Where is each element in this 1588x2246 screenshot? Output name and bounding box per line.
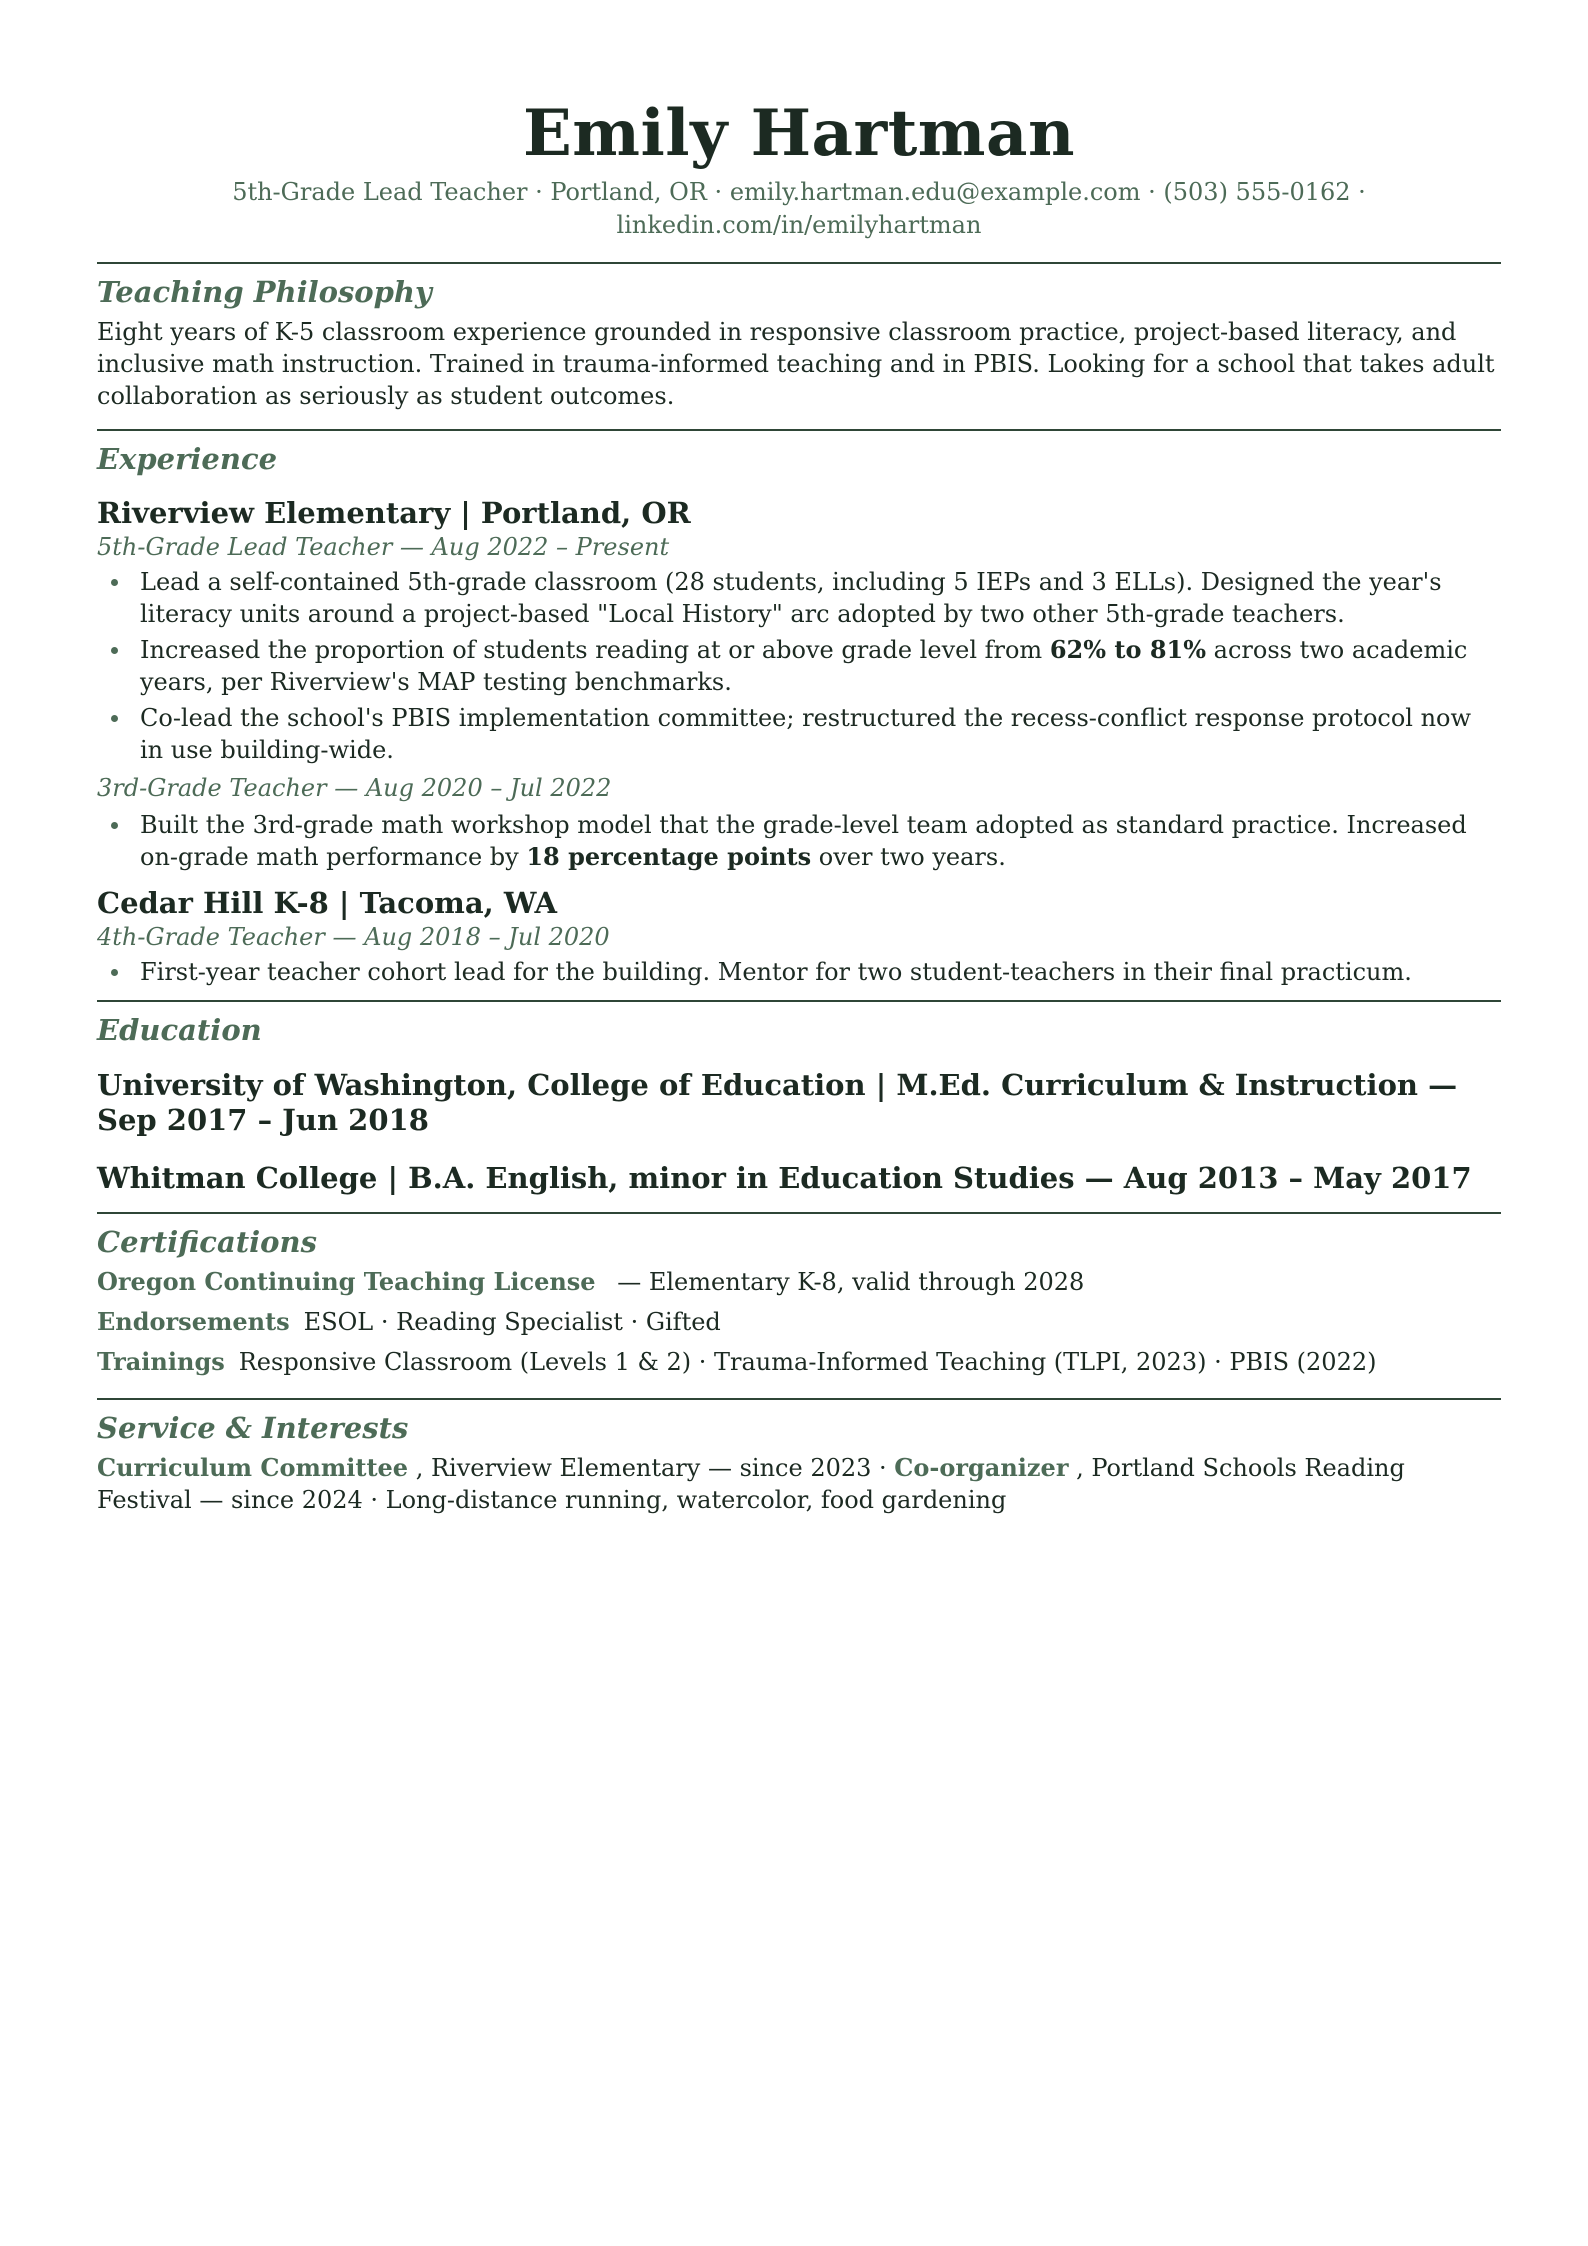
education-entry: Whitman College | B.A. English, minor in Education Studies — Aug 2013 – May 2017: [97, 1161, 1472, 1195]
divider: [97, 262, 1501, 264]
philosophy-section: [97, 274, 1501, 412]
candidate-name: Emily Hartman: [522, 96, 1076, 171]
education-entry: University of Washington, College of Education | M.Ed. Curriculum & Instruction — Sep 2017 – Jun 2018: [97, 1068, 1458, 1137]
cert-license: [97, 1262, 1501, 1302]
section-title-philosophy: Teaching Philosophy: [97, 275, 432, 309]
list-item: Built the 3rd-grade math workshop model that the grade-level team adopted as standard practice. Increased on-grade math performance by 18 percentage points over two years.: [97, 809, 1501, 873]
resume-page: [97, 0, 1501, 1516]
role-5th-grade: 5th-Grade Lead Teacher — Aug 2022 – Present: [97, 533, 670, 561]
role-4th-grade: 4th-Grade Teacher — Aug 2018 – Jul 2020: [97, 923, 610, 951]
cert-trainings: [97, 1342, 1501, 1382]
section-title-experience: Experience: [97, 442, 278, 476]
cert-label: Oregon Continuing Teaching License: [97, 1267, 596, 1296]
experience-section: [97, 441, 1501, 988]
contact-line-1: 5th-Grade Lead Teacher · Portland, OR · emily.hartman.edu@example.com · (503) 555-0162 ·: [232, 178, 1366, 206]
list-item: Co-lead the school's PBIS implementation committee; restructured the recess-conflict response protocol now in use building-wide.: [97, 702, 1501, 766]
service-label: Co-organizer: [894, 1453, 1069, 1482]
education-section: [97, 1012, 1501, 1196]
riverview-bullets: [97, 566, 1501, 766]
cert-label: Trainings: [97, 1347, 225, 1376]
cert-endorsements: [97, 1302, 1501, 1342]
service-label: Curriculum Committee: [97, 1453, 409, 1482]
service-section: [97, 1410, 1501, 1516]
org-cedar-hill: Cedar Hill K-8 | Tacoma, WA: [97, 886, 558, 920]
contact-info: [97, 176, 1501, 242]
riverview-3rd-bullets: [97, 809, 1501, 873]
list-item: Increased the proportion of students reading at or above grade level from 62% to 81% across two academic years, per Riverview's MAP testing benchmarks.: [97, 634, 1501, 698]
cert-value: — Elementary K-8, valid through 2028: [609, 1268, 1085, 1296]
cedar-bullets: [97, 956, 1501, 988]
service-text: Curriculum Committee , Riverview Elementary — since 2023 · Co-organizer , Portland Schools Reading Festival — since 2024 · Long-distance running, watercolor, food gardening: [97, 1453, 1405, 1514]
divider: [97, 1212, 1501, 1214]
role-3rd-grade: 3rd-Grade Teacher — Aug 2020 – Jul 2022: [97, 774, 612, 802]
list-item: Lead a self-contained 5th-grade classroom (28 students, including 5 IEPs and 3 ELLs). Designed the year's literacy units around a project-based "Local History" arc adopted by two other 5th-grade teachers.: [97, 566, 1501, 630]
section-title-education: Education: [97, 1013, 262, 1047]
contact-line-2: linkedin.com/in/emilyhartman: [616, 211, 982, 239]
cert-value: ESOL · Reading Specialist · Gifted: [303, 1308, 721, 1336]
cert-label: Endorsements: [97, 1307, 290, 1336]
list-item: First-year teacher cohort lead for the building. Mentor for two student-teachers in their final practicum.: [97, 956, 1501, 988]
certifications-section: [97, 1224, 1501, 1382]
org-riverview: Riverview Elementary | Portland, OR: [97, 496, 691, 530]
divider: [97, 1398, 1501, 1400]
divider: [97, 429, 1501, 431]
section-title-certifications: Certifications: [97, 1225, 317, 1259]
divider: [97, 1000, 1501, 1002]
cert-value: Responsive Classroom (Levels 1 & 2) · Trauma-Informed Teaching (TLPI, 2023) · PBIS (2022): [238, 1348, 1377, 1376]
section-title-service: Service & Interests: [97, 1411, 409, 1445]
philosophy-text: Eight years of K-5 classroom experience grounded in responsive classroom practice, project-based literacy, and inclusive math instruction. Trained in trauma-informed teaching and in PBIS. Looking for a school that takes adult collaboration as seriously as student outcomes.: [97, 318, 1495, 410]
